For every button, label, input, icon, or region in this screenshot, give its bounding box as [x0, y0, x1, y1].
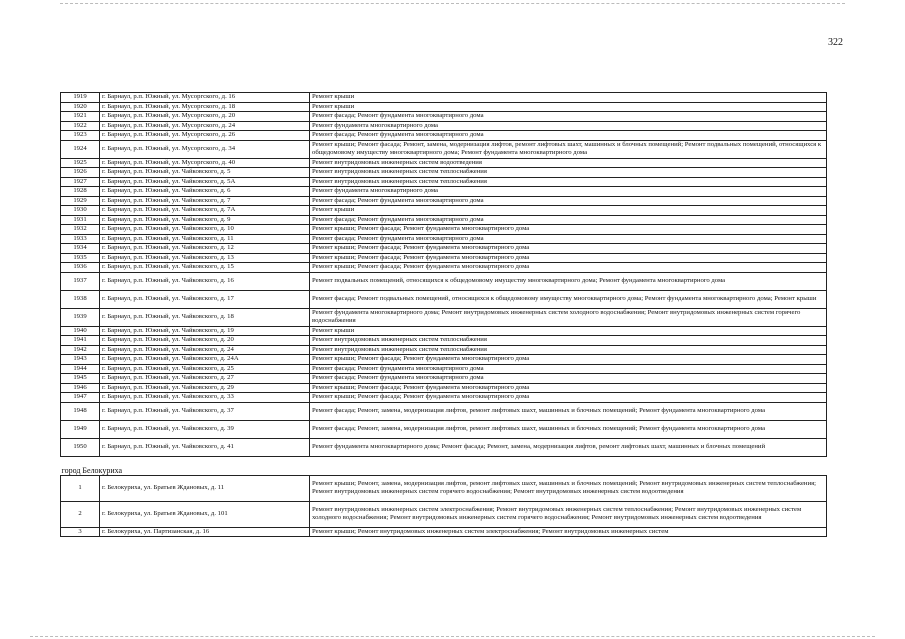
- section-title: город Белокуриха: [61, 456, 827, 475]
- row-address: г. Белокуриха, ул. Братьев Ждановых, д. 101: [100, 501, 310, 527]
- table-row: [61, 93, 827, 103]
- table-row: [61, 438, 827, 456]
- table-row: [61, 112, 827, 122]
- row-work-types: Ремонт фасада; Ремонт фундамента многоквартирного дома: [310, 234, 827, 244]
- row-work-types: Ремонт крыши: [310, 326, 827, 336]
- row-address: г. Барнаул, р.п. Южный, ул. Чайковского, д. 5А: [100, 177, 310, 187]
- section-header-row: [61, 456, 827, 475]
- row-number: 3: [61, 527, 100, 537]
- row-number: 1936: [61, 263, 100, 273]
- row-work-types: Ремонт фасада; Ремонт, замена, модернизация лифтов, ремонт лифтовых шахт, машинных и блочных помещений; Ремонт фундамента многоквартирного дома: [310, 402, 827, 420]
- row-address: г. Барнаул, р.п. Южный, ул. Мусоргского, д. 18: [100, 102, 310, 112]
- row-work-types: Ремонт крыши; Ремонт фасада; Ремонт фундамента многоквартирного дома: [310, 383, 827, 393]
- row-work-types: Ремонт внутридомовых инженерных систем теплоснабжения: [310, 345, 827, 355]
- table-row: [61, 206, 827, 216]
- section-header-group: [61, 456, 827, 475]
- row-number: 1938: [61, 290, 100, 308]
- row-work-types: Ремонт крыши; Ремонт фасада; Ремонт фундамента многоквартирного дома: [310, 355, 827, 365]
- row-address: г. Барнаул, р.п. Южный, ул. Чайковского, д. 27: [100, 374, 310, 384]
- table-row: [61, 263, 827, 273]
- row-work-types: Ремонт крыши; Ремонт фасада; Ремонт фундамента многоквартирного дома: [310, 253, 827, 263]
- row-work-types: Ремонт фундамента многоквартирного дома: [310, 187, 827, 197]
- row-address: г. Барнаул, р.п. Южный, ул. Чайковского, д. 7: [100, 196, 310, 206]
- row-address: г. Барнаул, р.п. Южный, ул. Мусоргского, д. 20: [100, 112, 310, 122]
- row-number: 1926: [61, 168, 100, 178]
- row-address: г. Барнаул, р.п. Южный, ул. Чайковского, д. 13: [100, 253, 310, 263]
- table-row: [61, 475, 827, 501]
- page-number: 322: [828, 37, 843, 48]
- row-number: 1927: [61, 177, 100, 187]
- row-address: г. Барнаул, р.п. Южный, ул. Чайковского, д. 29: [100, 383, 310, 393]
- row-work-types: Ремонт фасада; Ремонт фундамента многоквартирного дома: [310, 131, 827, 141]
- row-number: 1941: [61, 336, 100, 346]
- row-number: 1942: [61, 345, 100, 355]
- scan-top-edge: [60, 3, 845, 4]
- row-work-types: Ремонт крыши; Ремонт внутридомовых инженерных систем электроснабжения; Ремонт внутридомовых инженерных систем: [310, 527, 827, 537]
- row-number: 1928: [61, 187, 100, 197]
- table-row: [61, 364, 827, 374]
- row-work-types: Ремонт внутридомовых инженерных систем теплоснабжения: [310, 336, 827, 346]
- row-address: г. Барнаул, р.п. Южный, ул. Чайковского, д. 24А: [100, 355, 310, 365]
- table-row: [61, 420, 827, 438]
- row-number: 1937: [61, 272, 100, 290]
- row-number: 1934: [61, 244, 100, 254]
- row-address: г. Барнаул, р.п. Южный, ул. Мусоргского, д. 24: [100, 121, 310, 131]
- row-address: г. Барнаул, р.п. Южный, ул. Чайковского, д. 5: [100, 168, 310, 178]
- row-work-types: Ремонт крыши: [310, 102, 827, 112]
- table-body-belokurikha: [61, 475, 827, 537]
- row-work-types: Ремонт фасада; Ремонт фундамента многоквартирного дома: [310, 374, 827, 384]
- row-work-types: Ремонт внутридомовых инженерных систем водоотведения: [310, 158, 827, 168]
- table-row: [61, 131, 827, 141]
- row-number: 1923: [61, 131, 100, 141]
- row-address: г. Барнаул, р.п. Южный, ул. Чайковского, д. 24: [100, 345, 310, 355]
- table-row: [61, 272, 827, 290]
- row-number: 1949: [61, 420, 100, 438]
- row-work-types: Ремонт крыши; Ремонт фасада; Ремонт, замена, модернизация лифтов, ремонт лифтовых шахт, машинных и блочных помещений; Ремонт подвальных помещений, относящихся к общедомовому имуществу многоквартирного дома; Ремонт фундамента многоквартирного дома: [310, 140, 827, 158]
- row-work-types: Ремонт крыши; Ремонт фасада; Ремонт фундамента многоквартирного дома: [310, 225, 827, 235]
- table-row: [61, 244, 827, 254]
- repair-program-table: [60, 92, 827, 537]
- row-number: 1933: [61, 234, 100, 244]
- table-row: [61, 290, 827, 308]
- row-work-types: Ремонт крыши; Ремонт фасада; Ремонт фундамента многоквартирного дома: [310, 263, 827, 273]
- row-address: г. Барнаул, р.п. Южный, ул. Чайковского, д. 10: [100, 225, 310, 235]
- row-address: г. Барнаул, р.п. Южный, ул. Чайковского, д. 9: [100, 215, 310, 225]
- row-number: 1924: [61, 140, 100, 158]
- table-row: [61, 383, 827, 393]
- table-row: [61, 234, 827, 244]
- row-work-types: Ремонт внутридомовых инженерных систем теплоснабжения: [310, 168, 827, 178]
- row-address: г. Барнаул, р.п. Южный, ул. Мусоргского, д. 34: [100, 140, 310, 158]
- row-number: 1943: [61, 355, 100, 365]
- row-work-types: Ремонт крыши; Ремонт фасада; Ремонт фундамента многоквартирного дома: [310, 244, 827, 254]
- row-address: г. Барнаул, р.п. Южный, ул. Чайковского, д. 12: [100, 244, 310, 254]
- table-row: [61, 102, 827, 112]
- table-row: [61, 121, 827, 131]
- row-address: г. Барнаул, р.п. Южный, ул. Чайковского, д. 16: [100, 272, 310, 290]
- row-address: г. Барнаул, р.п. Южный, ул. Чайковского, д. 17: [100, 290, 310, 308]
- row-number: 1946: [61, 383, 100, 393]
- table-row: [61, 402, 827, 420]
- table-row: [61, 336, 827, 346]
- row-number: 1948: [61, 402, 100, 420]
- scan-bottom-edge: [30, 636, 875, 637]
- row-address: г. Барнаул, р.п. Южный, ул. Чайковского, д. 11: [100, 234, 310, 244]
- row-address: г. Барнаул, р.п. Южный, ул. Чайковского, д. 39: [100, 420, 310, 438]
- row-number: 1925: [61, 158, 100, 168]
- row-work-types: Ремонт фасада; Ремонт подвальных помещений, относящихся к общедомовому имуществу многоквартирного дома; Ремонт фундамента многоквартирного дома; Ремонт крыши: [310, 290, 827, 308]
- row-address: г. Барнаул, р.п. Южный, ул. Мусоргского, д. 16: [100, 93, 310, 103]
- row-number: 1929: [61, 196, 100, 206]
- table-row: [61, 393, 827, 403]
- row-address: г. Барнаул, р.п. Южный, ул. Чайковского, д. 15: [100, 263, 310, 273]
- row-number: 1939: [61, 308, 100, 326]
- row-address: г. Белокуриха, ул. Партизанская, д. 16: [100, 527, 310, 537]
- table-row: [61, 187, 827, 197]
- row-address: г. Барнаул, р.п. Южный, ул. Чайковского, д. 37: [100, 402, 310, 420]
- row-address: г. Барнаул, р.п. Южный, ул. Мусоргского, д. 40: [100, 158, 310, 168]
- row-work-types: Ремонт фасада; Ремонт фундамента многоквартирного дома: [310, 112, 827, 122]
- row-number: 1930: [61, 206, 100, 216]
- table-row: [61, 345, 827, 355]
- row-work-types: Ремонт подвальных помещений, относящихся к общедомовому имуществу многоквартирного дома; Ремонт фундамента многоквартирного дома: [310, 272, 827, 290]
- table-body-barnaul: [61, 93, 827, 457]
- table-row: [61, 374, 827, 384]
- row-number: 1945: [61, 374, 100, 384]
- row-work-types: Ремонт фундамента многоквартирного дома; Ремонт внутридомовых инженерных систем холодного водоснабжения; Ремонт внутридомовых инженерных систем горячего водоснабжения: [310, 308, 827, 326]
- table-row: [61, 225, 827, 235]
- row-number: 1932: [61, 225, 100, 235]
- table-row: [61, 326, 827, 336]
- row-address: г. Барнаул, р.п. Южный, ул. Мусоргского, д. 26: [100, 131, 310, 141]
- row-number: 1950: [61, 438, 100, 456]
- table-row: [61, 196, 827, 206]
- row-address: г. Барнаул, р.п. Южный, ул. Чайковского, д. 25: [100, 364, 310, 374]
- row-work-types: Ремонт фундамента многоквартирного дома: [310, 121, 827, 131]
- row-number: 1940: [61, 326, 100, 336]
- row-work-types: Ремонт внутридомовых инженерных систем теплоснабжения: [310, 177, 827, 187]
- row-number: 1921: [61, 112, 100, 122]
- row-work-types: Ремонт фасада; Ремонт, замена, модернизация лифтов, ремонт лифтовых шахт, машинных и блочных помещений; Ремонт фундамента многоквартирного дома: [310, 420, 827, 438]
- row-work-types: Ремонт крыши: [310, 206, 827, 216]
- row-number: 1944: [61, 364, 100, 374]
- row-work-types: Ремонт крыши; Ремонт, замена, модернизация лифтов, ремонт лифтовых шахт, машинных и блочных помещений; Ремонт внутридомовых инженерных систем теплоснабжения; Ремонт внутридомовых инженерных систем горячего водоснабжения; Ремонт внутридомовых инженерных систем водоотведения: [310, 475, 827, 501]
- table-row: [61, 527, 827, 537]
- table-row: [61, 215, 827, 225]
- row-work-types: Ремонт фасада; Ремонт фундамента многоквартирного дома: [310, 196, 827, 206]
- row-address: г. Барнаул, р.п. Южный, ул. Чайковского, д. 19: [100, 326, 310, 336]
- table-row: [61, 355, 827, 365]
- row-number: 2: [61, 501, 100, 527]
- table-row: [61, 140, 827, 158]
- row-address: г. Белокуриха, ул. Братьев Ждановых, д. 11: [100, 475, 310, 501]
- row-work-types: Ремонт фасада; Ремонт фундамента многоквартирного дома: [310, 215, 827, 225]
- row-work-types: Ремонт крыши: [310, 93, 827, 103]
- table-row: [61, 177, 827, 187]
- row-number: 1920: [61, 102, 100, 112]
- table-row: [61, 308, 827, 326]
- row-address: г. Барнаул, р.п. Южный, ул. Чайковского, д. 33: [100, 393, 310, 403]
- row-work-types: Ремонт фасада; Ремонт фундамента многоквартирного дома: [310, 364, 827, 374]
- row-number: 1947: [61, 393, 100, 403]
- row-work-types: Ремонт внутридомовых инженерных систем электроснабжения; Ремонт внутридомовых инженерных систем теплоснабжения; Ремонт внутридомовых инженерных систем холодного водоснабжения; Ремонт внутридомовых инженерных систем горячего водоснабжения; Ремонт внутридомовых инженерных систем водоотведения: [310, 501, 827, 527]
- row-work-types: Ремонт фундамента многоквартирного дома; Ремонт фасада; Ремонт, замена, модернизация лифтов, ремонт лифтовых шахт, машинных и блочных помещений: [310, 438, 827, 456]
- row-address: г. Барнаул, р.п. Южный, ул. Чайковского, д. 6: [100, 187, 310, 197]
- row-address: г. Барнаул, р.п. Южный, ул. Чайковского, д. 41: [100, 438, 310, 456]
- row-address: г. Барнаул, р.п. Южный, ул. Чайковского, д. 20: [100, 336, 310, 346]
- row-work-types: Ремонт крыши; Ремонт фасада; Ремонт фундамента многоквартирного дома: [310, 393, 827, 403]
- table-row: [61, 158, 827, 168]
- table-row: [61, 253, 827, 263]
- table-row: [61, 168, 827, 178]
- row-address: г. Барнаул, р.п. Южный, ул. Чайковского, д. 7А: [100, 206, 310, 216]
- row-number: 1931: [61, 215, 100, 225]
- row-number: 1919: [61, 93, 100, 103]
- row-number: 1: [61, 475, 100, 501]
- table-row: [61, 501, 827, 527]
- row-number: 1935: [61, 253, 100, 263]
- row-number: 1922: [61, 121, 100, 131]
- row-address: г. Барнаул, р.п. Южный, ул. Чайковского, д. 18: [100, 308, 310, 326]
